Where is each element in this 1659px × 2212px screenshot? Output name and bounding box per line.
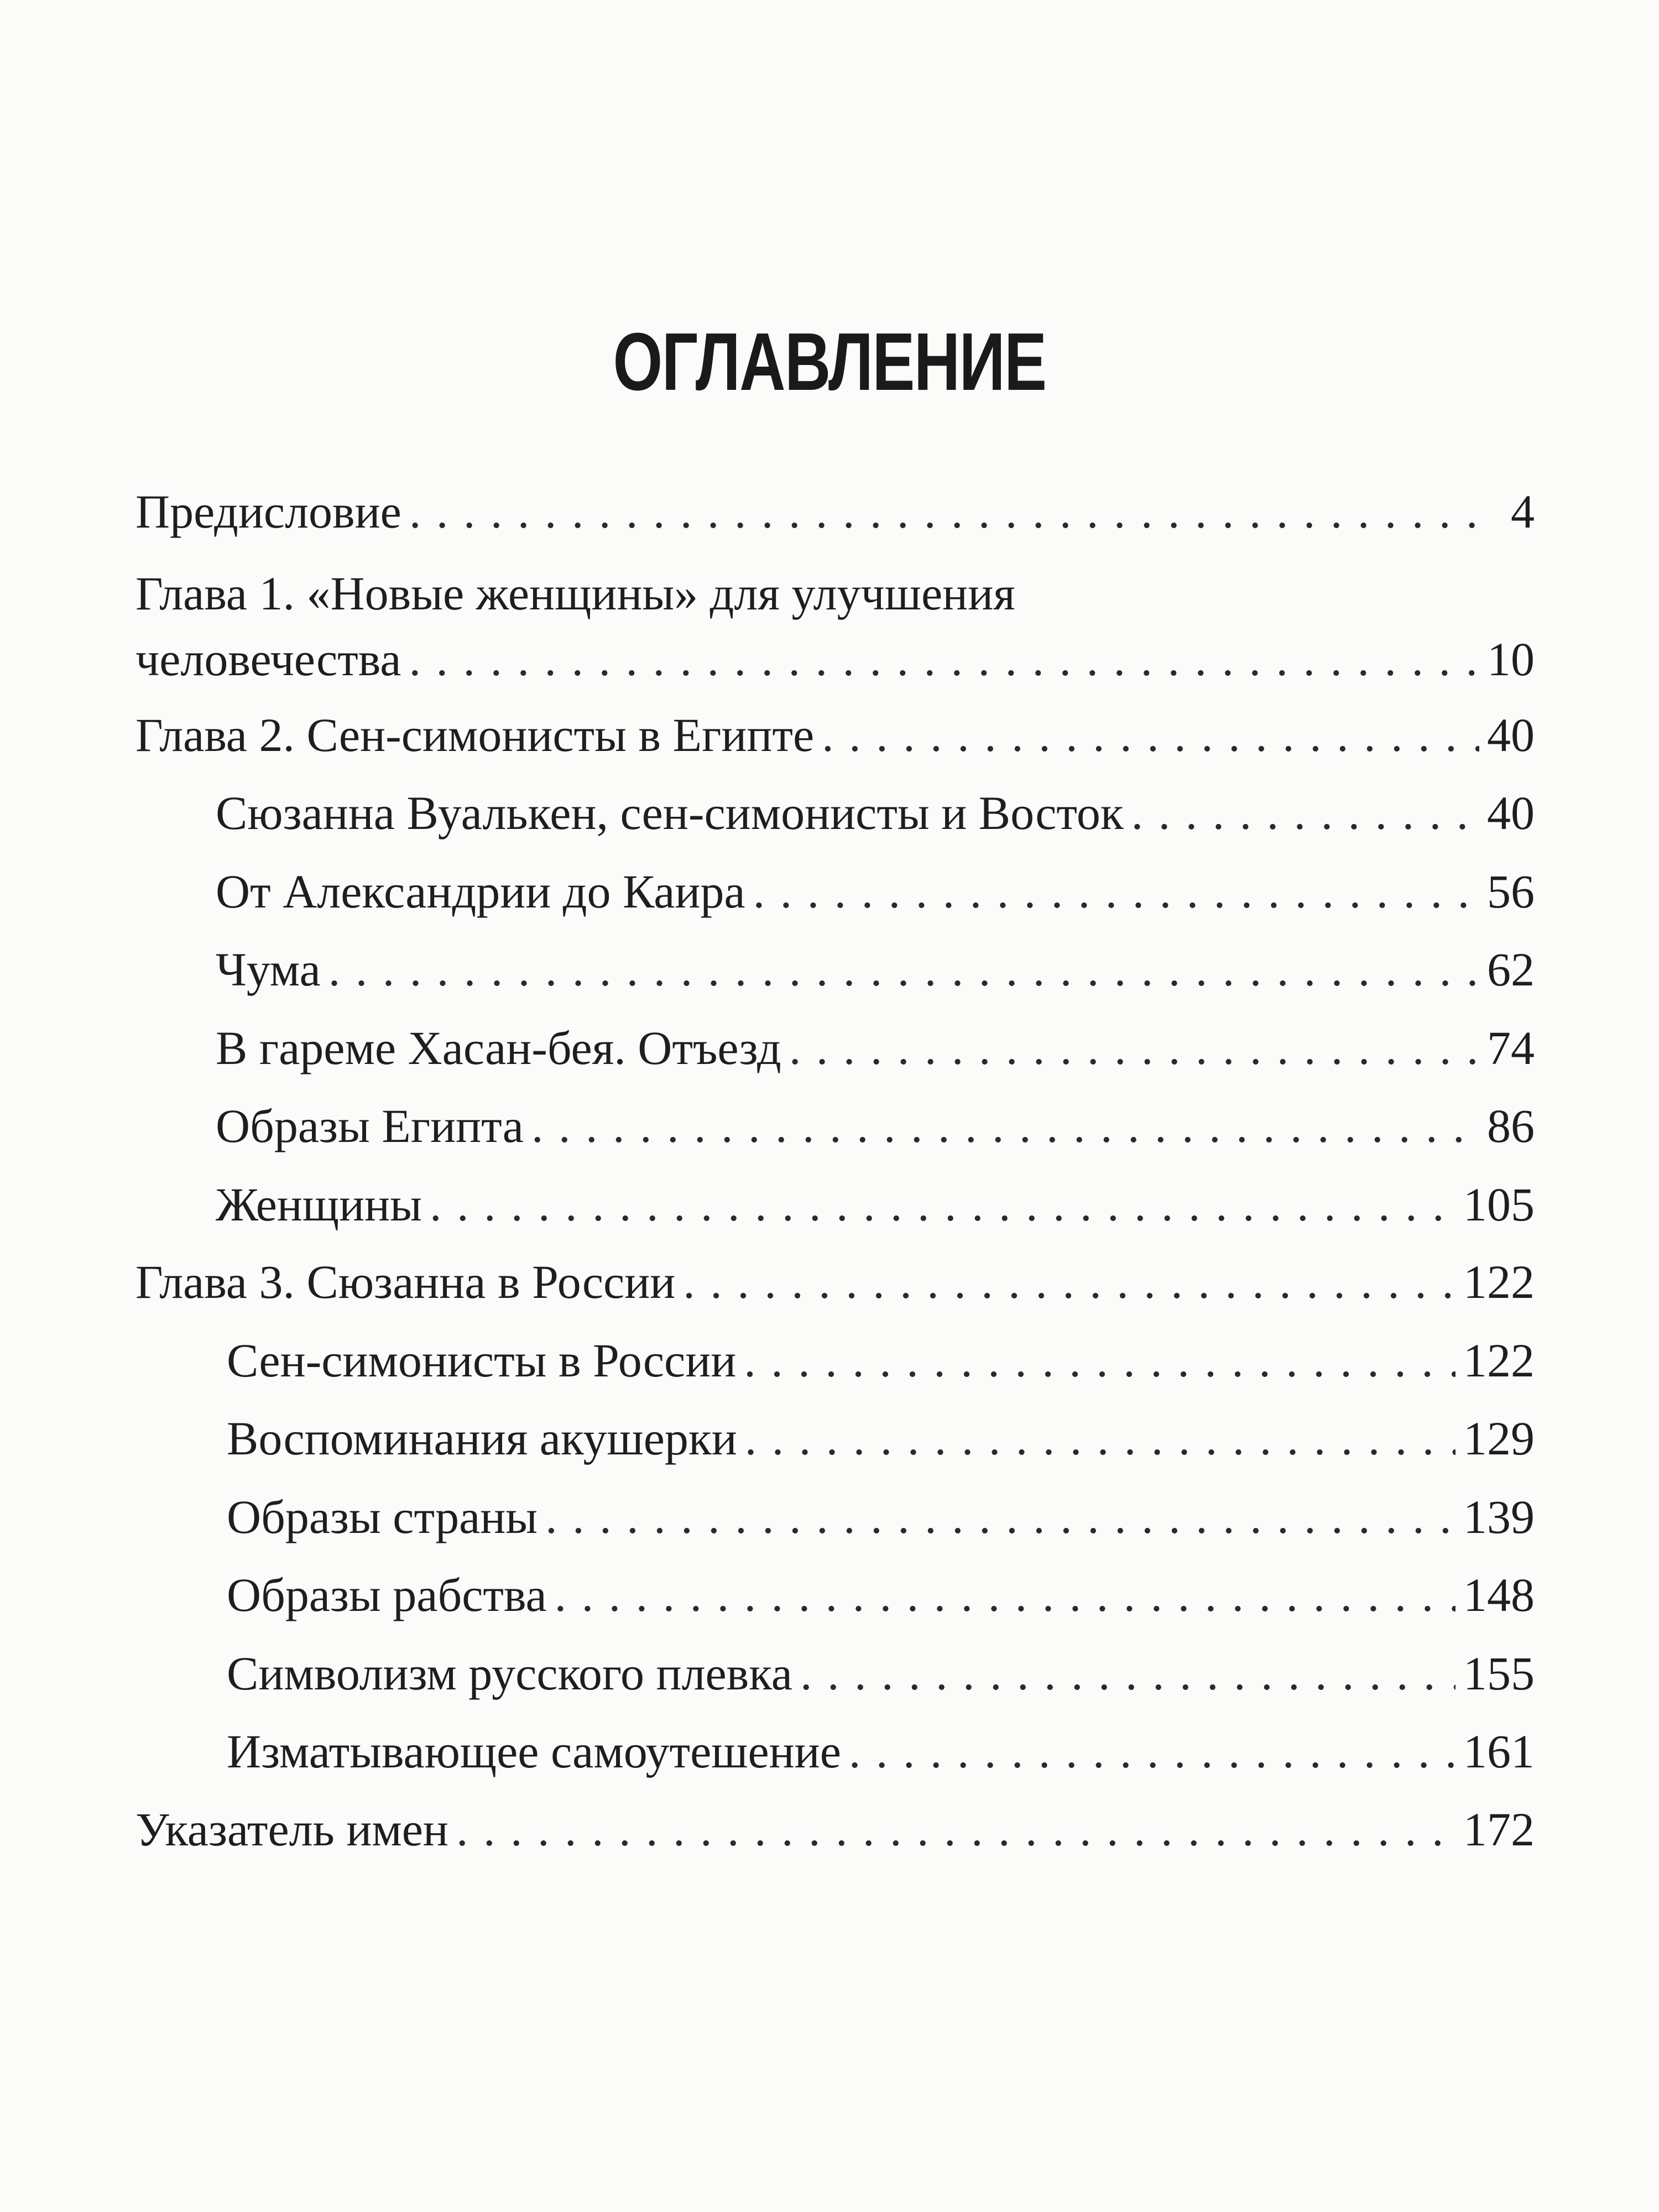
- page-title: ОГЛАВЛЕНИЕ: [613, 316, 1046, 408]
- toc-entry-chapter3: [135, 1249, 1535, 1315]
- toc-section-page: 74: [1487, 1021, 1535, 1074]
- dot-leader: [531, 1093, 1479, 1159]
- toc-entry-label: Глава 3. Сюзанна в России: [135, 1255, 676, 1308]
- toc-section: [227, 1327, 1535, 1394]
- toc-section-label: Воспоминания акушерки: [227, 1412, 737, 1465]
- dot-leader: [430, 1171, 1455, 1238]
- toc-entry-page: 122: [1463, 1255, 1535, 1308]
- dot-leader: [1131, 780, 1479, 846]
- toc-entry-label: Предисловие: [135, 485, 401, 538]
- toc-section-page: 86: [1487, 1099, 1535, 1152]
- toc-section: [216, 936, 1535, 1003]
- dot-leader: [822, 702, 1479, 768]
- toc-section-page: 129: [1463, 1412, 1535, 1465]
- toc-section: [227, 1562, 1535, 1628]
- dot-leader: [849, 1718, 1455, 1785]
- toc-section-label: Изматывающее самоутешение: [227, 1725, 841, 1778]
- toc-section: [227, 1484, 1535, 1550]
- toc-section-label: Образы Египта: [216, 1099, 524, 1152]
- dot-leader: [683, 1249, 1455, 1315]
- toc-entry-index: [135, 1796, 1535, 1863]
- dot-leader: [456, 1796, 1455, 1863]
- toc-section: [216, 858, 1535, 925]
- toc-section-label: В гареме Хасан-бея. Отъезд: [216, 1021, 781, 1074]
- toc-section-page: 105: [1463, 1178, 1535, 1231]
- dot-leader: [745, 1405, 1455, 1472]
- dot-leader: [409, 626, 1479, 692]
- toc-entry-label: Глава 2. Сен-симонисты в Египте: [135, 708, 815, 761]
- dot-leader: [328, 936, 1479, 1003]
- toc-section: [227, 1718, 1535, 1785]
- toc-section-page: 161: [1463, 1725, 1535, 1778]
- toc-section-label: Сен-симонисты в России: [227, 1334, 737, 1387]
- toc-entry-chapter1-line1: Глава 1. «Новые женщины» для улучшения: [135, 567, 1015, 620]
- dot-leader: [545, 1484, 1455, 1550]
- toc-section: [216, 1093, 1535, 1159]
- toc-entry-chapter1: [135, 626, 1535, 692]
- toc-entry-label: человечества: [135, 633, 401, 686]
- toc-section-page: 155: [1463, 1647, 1535, 1700]
- toc-section-page: 122: [1463, 1334, 1535, 1387]
- toc-section-label: Сюзанна Вуалькен, сен-симонисты и Восток: [216, 786, 1124, 839]
- toc-section-label: Символизм русского плевка: [227, 1647, 792, 1700]
- toc-entry-preface: [135, 478, 1535, 545]
- toc-section-label: Женщины: [216, 1178, 422, 1231]
- toc-section: [216, 1171, 1535, 1238]
- toc-entry-page: 10: [1487, 633, 1535, 686]
- toc-section-label: От Александрии до Каира: [216, 865, 745, 918]
- toc-entry-page: 172: [1463, 1803, 1535, 1856]
- toc-section-page: 40: [1487, 786, 1535, 839]
- dot-leader: [789, 1015, 1479, 1081]
- dot-leader: [555, 1562, 1455, 1628]
- toc-section: [227, 1640, 1535, 1707]
- dot-leader: [744, 1327, 1455, 1394]
- toc-entry-page: 40: [1487, 708, 1535, 761]
- toc-section: [227, 1405, 1535, 1472]
- toc-entry-chapter2: [135, 702, 1535, 768]
- toc-section-label: Чума: [216, 943, 321, 996]
- toc-section-page: 148: [1463, 1568, 1535, 1621]
- toc-section-label: Образы рабства: [227, 1568, 547, 1621]
- toc-section: [216, 1015, 1535, 1081]
- toc-entry-label: Указатель имен: [135, 1803, 448, 1856]
- toc-section: [216, 780, 1535, 846]
- toc-section-page: 56: [1487, 865, 1535, 918]
- toc-entry-page: 4: [1511, 485, 1535, 538]
- toc-section-page: 139: [1463, 1490, 1535, 1543]
- dot-leader: [409, 478, 1494, 545]
- toc-section-page: 62: [1487, 943, 1535, 996]
- dot-leader: [753, 858, 1479, 925]
- toc-section-label: Образы страны: [227, 1490, 538, 1543]
- dot-leader: [800, 1640, 1455, 1707]
